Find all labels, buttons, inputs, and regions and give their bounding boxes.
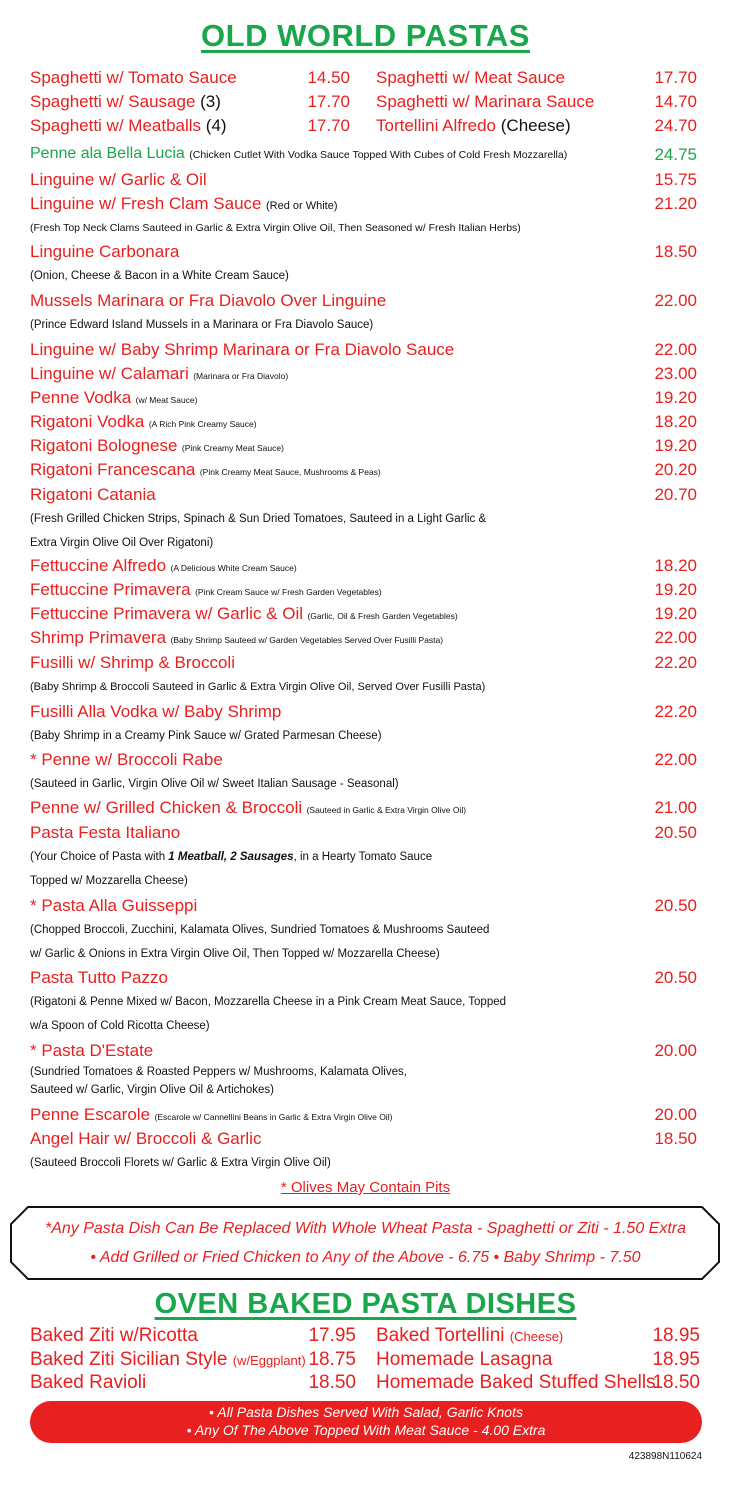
menu-item: * Pasta D'Estate bbox=[30, 1041, 154, 1060]
menu-item: Homemade Lasagna bbox=[376, 1349, 553, 1370]
item-price: 18.50 bbox=[654, 242, 697, 261]
menu-item: Spaghetti w/ Marinara Sauce bbox=[376, 92, 595, 111]
item-price: 20.00 bbox=[654, 1105, 697, 1124]
menu-item: Linguine w/ Baby Shrimp Marinara or Fra Diavolo Sauce bbox=[30, 340, 455, 359]
item-price: 19.20 bbox=[654, 436, 697, 455]
menu-item: Spaghetti w/ Meat Sauce bbox=[376, 68, 566, 87]
item-price: 18.20 bbox=[654, 412, 697, 431]
item-price: 23.00 bbox=[654, 364, 697, 383]
menu-item: Penne Vodka (w/ Meat Sauce) bbox=[30, 388, 198, 407]
item-price: 15.75 bbox=[654, 170, 697, 189]
footer-line: • All Pasta Dishes Served With Salad, Garlic Knots bbox=[209, 1404, 523, 1420]
item-description: (Your Choice of Pasta with 1 Meatball, 2 Sausages, in a Hearty Tomato Sauce bbox=[30, 851, 433, 863]
item-description: (Baby Shrimp in a Creamy Pink Sauce w/ Grated Parmesan Cheese) bbox=[30, 730, 382, 742]
item-description: (Fresh Grilled Chicken Strips, Spinach & Sun Dried Tomatoes, Sauteed in a Light Garlic & bbox=[30, 513, 487, 525]
item-price: 18.50 bbox=[652, 1372, 700, 1393]
item-description: (Sauteed in Garlic, Virgin Olive Oil w/ Sweet Italian Sausage - Seasonal) bbox=[30, 778, 399, 790]
item-price: 20.00 bbox=[654, 1041, 697, 1060]
menu-item: Linguine w/ Garlic & Oil bbox=[30, 170, 207, 189]
item-description: (Sauteed Broccoli Florets w/ Garlic & Extra Virgin Olive Oil) bbox=[30, 1157, 331, 1169]
item-price: 19.20 bbox=[654, 604, 697, 623]
footer-banner bbox=[30, 1401, 702, 1443]
item-price: 17.70 bbox=[307, 116, 350, 135]
item-price: 22.20 bbox=[654, 653, 697, 672]
item-price: 19.20 bbox=[654, 388, 697, 407]
item-price: 24.75 bbox=[654, 145, 697, 164]
item-price: 18.20 bbox=[654, 556, 697, 575]
olives-note: * Olives May Contain Pits bbox=[280, 1179, 451, 1196]
item-price: 20.50 bbox=[654, 896, 697, 915]
menu-item: Baked Ziti Sicilian Style (w/Eggplant) bbox=[30, 1349, 306, 1370]
menu-item: Spaghetti w/ Tomato Sauce bbox=[30, 68, 237, 87]
item-price: 19.20 bbox=[654, 580, 697, 599]
item-price: 18.50 bbox=[654, 1129, 697, 1148]
item-description: (Prince Edward Island Mussels in a Marinara or Fra Diavolo Sauce) bbox=[30, 319, 374, 331]
item-description: (Chopped Broccoli, Zucchini, Kalamata Olives, Sundried Tomatoes & Mushrooms Sauteed bbox=[30, 924, 490, 936]
section-title: OVEN BAKED PASTA DISHES bbox=[154, 1288, 577, 1320]
menu-item: Fettuccine Alfredo (A Delicious White Cream Sauce) bbox=[30, 556, 297, 575]
item-price: 22.20 bbox=[654, 702, 697, 721]
item-price: 18.95 bbox=[652, 1349, 700, 1370]
item-price: 21.00 bbox=[654, 798, 697, 817]
item-description: (Sundried Tomatoes & Roasted Peppers w/ Mushrooms, Kalamata Olives, bbox=[30, 1066, 407, 1078]
item-description: (Rigatoni & Penne Mixed w/ Bacon, Mozzarella Cheese in a Pink Cream Meat Sauce, Topped bbox=[30, 996, 507, 1008]
footer-line: • Any Of The Above Topped With Meat Sauce - 4.00 Extra bbox=[186, 1422, 546, 1438]
menu-item: Rigatoni Vodka (A Rich Pink Creamy Sauce) bbox=[30, 412, 257, 431]
item-price: 17.95 bbox=[308, 1325, 356, 1346]
item-price: 18.95 bbox=[652, 1325, 700, 1346]
menu-item: * Penne w/ Broccoli Rabe bbox=[30, 750, 223, 769]
item-price: 14.50 bbox=[307, 68, 350, 87]
print-code: 423898N110624 bbox=[628, 1451, 702, 1462]
menu-item: Fusilli w/ Shrimp & Broccoli bbox=[30, 653, 235, 672]
menu-item: Linguine w/ Calamari (Marinara or Fra Diavolo) bbox=[30, 364, 289, 383]
menu-item: Spaghetti w/ Meatballs (4) bbox=[30, 116, 227, 135]
menu-item: Mussels Marinara or Fra Diavolo Over Linguine bbox=[30, 291, 387, 310]
item-description: Extra Virgin Olive Oil Over Rigatoni) bbox=[30, 537, 214, 549]
item-price: 20.70 bbox=[654, 485, 697, 504]
menu-item: Fettuccine Primavera (Pink Cream Sauce w/ Fresh Garden Vegetables) bbox=[30, 580, 382, 599]
menu-item: Linguine w/ Fresh Clam Sauce (Red or White) bbox=[30, 194, 338, 213]
menu-item: Penne ala Bella Lucia (Chicken Cutlet With Vodka Sauce Topped With Cubes of Cold Fresh Mozzarella) bbox=[30, 145, 568, 162]
menu-item: Penne w/ Grilled Chicken & Broccoli (Sauteed in Garlic & Extra Virgin Olive Oil) bbox=[30, 798, 467, 817]
item-price: 18.75 bbox=[308, 1349, 356, 1370]
item-description: w/ Garlic & Onions in Extra Virgin Olive Oil, Then Topped w/ Mozzarella Cheese) bbox=[30, 948, 440, 960]
note-box-frame bbox=[10, 1206, 720, 1280]
menu-item: Fettuccine Primavera w/ Garlic & Oil (Garlic, Oil & Fresh Garden Vegetables) bbox=[30, 604, 458, 623]
menu-item: Pasta Festa Italiano bbox=[30, 823, 181, 842]
menu-item: Angel Hair w/ Broccoli & Garlic bbox=[30, 1129, 262, 1148]
item-price: 22.00 bbox=[654, 628, 697, 647]
item-description: w/a Spoon of Cold Ricotta Cheese) bbox=[30, 1020, 210, 1032]
item-description: Sauteed w/ Garlic, Virgin Olive Oil & Artichokes) bbox=[30, 1084, 274, 1096]
item-description: (Baby Shrimp & Broccoli Sauteed in Garlic & Extra Virgin Olive Oil, Served Over Fusilli Pasta) bbox=[30, 681, 486, 693]
item-price: 22.00 bbox=[654, 750, 697, 769]
substitution-note: *Any Pasta Dish Can Be Replaced With Whole Wheat Pasta - Spaghetti or Ziti - 1.50 Extra bbox=[44, 1220, 687, 1237]
menu-item: Pasta Tutto Pazzo bbox=[30, 968, 168, 987]
menu-item: Shrimp Primavera (Baby Shrimp Sauteed w/ Garden Vegetables Served Over Fusilli Pasta) bbox=[30, 628, 444, 647]
menu-item: Fusilli Alla Vodka w/ Baby Shrimp bbox=[30, 702, 282, 721]
item-description: (Fresh Top Neck Clams Sauteed in Garlic & Extra Virgin Olive Oil, Then Seasoned w/ Fresh Italian Herbs) bbox=[30, 222, 521, 234]
menu-item: Baked Ziti w/Ricotta bbox=[30, 1325, 198, 1346]
item-price: 21.20 bbox=[654, 194, 697, 213]
item-description: (Onion, Cheese & Bacon in a White Cream Sauce) bbox=[30, 270, 289, 282]
item-price: 22.00 bbox=[654, 340, 697, 359]
item-price: 20.50 bbox=[654, 968, 697, 987]
item-price: 20.50 bbox=[654, 823, 697, 842]
page-title: OLD WORLD PASTAS bbox=[201, 18, 530, 53]
menu-item: Tortellini Alfredo (Cheese) bbox=[376, 116, 571, 135]
item-price: 20.20 bbox=[654, 460, 697, 479]
item-price: 24.70 bbox=[654, 116, 697, 135]
menu-item: Spaghetti w/ Sausage (3) bbox=[30, 92, 221, 111]
menu-item: Rigatoni Francescana (Pink Creamy Meat Sauce, Mushrooms & Peas) bbox=[30, 460, 381, 479]
item-description: Topped w/ Mozzarella Cheese) bbox=[30, 875, 188, 887]
menu-item: Linguine Carbonara bbox=[30, 242, 180, 261]
item-price: 22.00 bbox=[654, 291, 697, 310]
menu-item: Baked Tortellini (Cheese) bbox=[376, 1325, 564, 1346]
addon-note: • Add Grilled or Fried Chicken to Any of the Above - 6.75 • Baby Shrimp - 7.50 bbox=[90, 1249, 641, 1266]
menu-item: * Pasta Alla Guisseppi bbox=[30, 896, 198, 915]
item-price: 18.50 bbox=[308, 1372, 356, 1393]
menu-item: Penne Escarole (Escarole w/ Cannellini Beans in Garlic & Extra Virgin Olive Oil) bbox=[30, 1105, 393, 1124]
item-price: 17.70 bbox=[654, 68, 697, 87]
menu-item: Rigatoni Catania bbox=[30, 485, 156, 504]
item-price: 17.70 bbox=[307, 92, 350, 111]
menu-item: Rigatoni Bolognese (Pink Creamy Meat Sauce) bbox=[30, 436, 284, 455]
menu-item: Homemade Baked Stuffed Shells bbox=[376, 1372, 656, 1393]
menu-item: Baked Ravioli bbox=[30, 1372, 147, 1393]
item-price: 14.70 bbox=[654, 92, 697, 111]
